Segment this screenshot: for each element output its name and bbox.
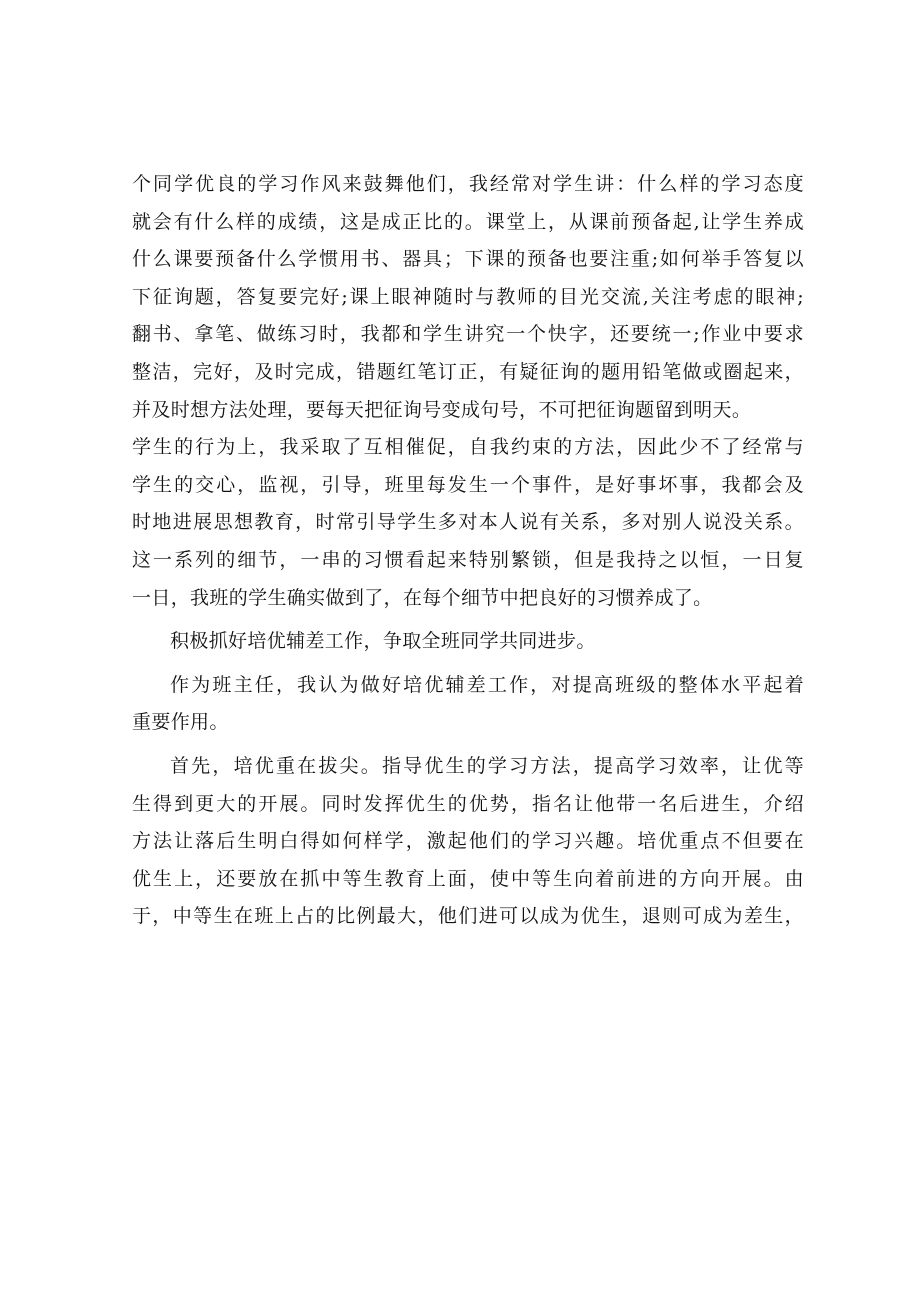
text-line: 并及时想方法处理，要每天把征询号变成句号，不可把征询题留到明天。	[132, 398, 752, 421]
section-heading: 积极抓好培优辅差工作，争取全班同学共同进步。	[170, 630, 596, 653]
text-line: 就会有什么样的成绩，这是成正比的。课堂上，从课前预备起,让学生养成	[132, 210, 804, 233]
text-line: 这一系列的细节，一串的习惯看起来特别繁锁，但是我持之以恒，一日复	[132, 548, 804, 571]
text-line: 首先，培优重在拔尖。指导优生的学习方法，提高学习效率，让优等	[170, 754, 804, 777]
text-line: 方法让落后生明白得如何样学，激起他们的学习兴趣。培优重点不但要在	[132, 830, 804, 853]
text-line: 个同学优良的学习作风来鼓舞他们，我经常对学生讲：什么样的学习态度	[132, 173, 804, 195]
text-line: 生得到更大的开展。同时发挥优生的优势，指名让他带一名后进生，介绍	[132, 792, 804, 815]
text-line: 一日，我班的学生确实做到了，在每个细节中把良好的习惯养成了。	[132, 586, 713, 609]
text-line: 什么课要预备什么学惯用书、器具；下课的预备也要注重;如何举手答复以	[132, 248, 804, 271]
text-line: 整洁，完好，及时完成，错题红笔订正，有疑征询的题用铅笔做或圈起来，	[132, 360, 804, 383]
text-line: 翻书、拿笔、做练习时，我都和学生讲究一个快字，还要统一;作业中要求	[132, 323, 804, 346]
text-line: 学生的行为上，我采取了互相催促，自我约束的方法，因此少不了经常与	[132, 436, 804, 459]
text-line: 于，中等生在班上占的比例最大，他们进可以成为优生，退则可成为差生，	[132, 905, 804, 928]
text-line: 重要作用。	[132, 711, 229, 734]
text-line: 下征询题，答复要完好;课上眼神随时与教师的目光交流,关注考虑的眼神;	[132, 285, 804, 308]
text-line: 优生上，还要放在抓中等生教育上面，使中等生向着前进的方向开展。由	[132, 867, 804, 890]
text-line: 时地进展思想教育，时常引导学生多对本人说有关系，多对别人说没关系。	[132, 511, 804, 534]
text-line: 学生的交心，监视，引导，班里每发生一个事件，是好事坏事，我都会及	[132, 473, 804, 496]
text-line: 作为班主任，我认为做好培优辅差工作，对提高班级的整体水平起着	[170, 673, 804, 696]
document-body	[132, 166, 804, 936]
